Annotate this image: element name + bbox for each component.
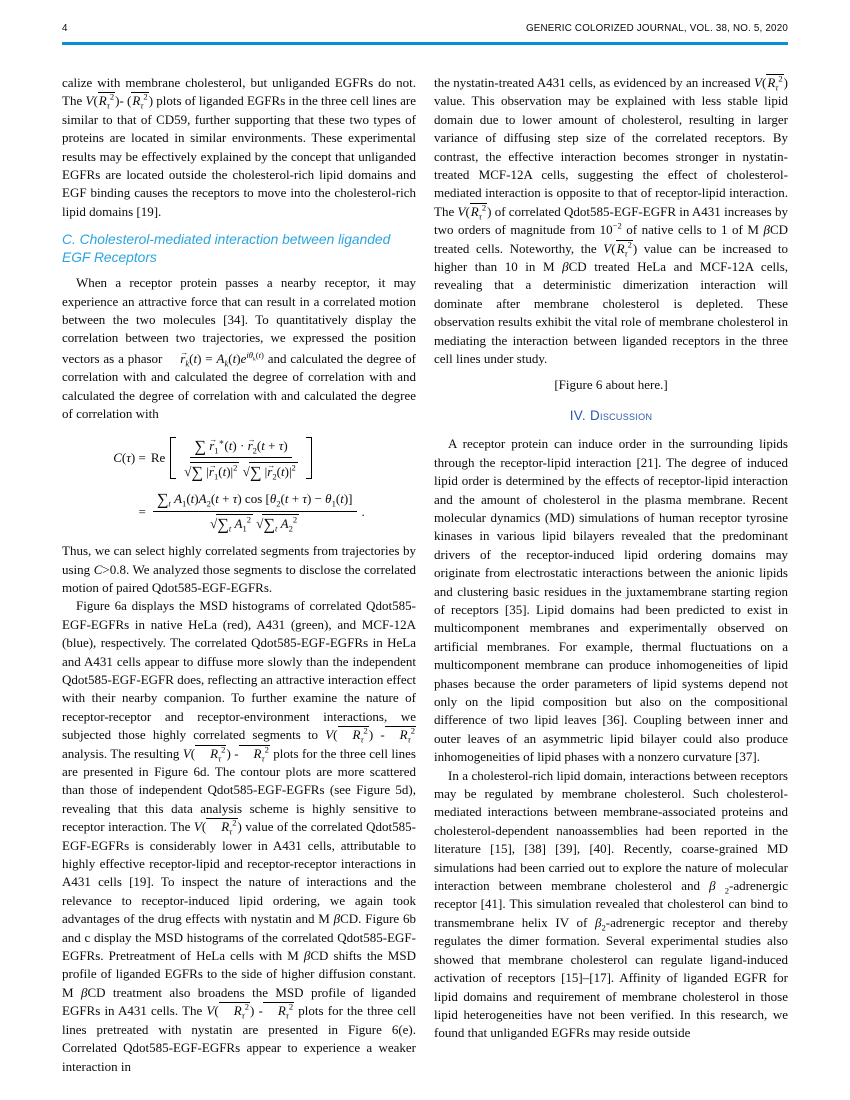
equation-lhs-line1: C(τ) = <box>113 449 146 465</box>
section-title: Discussion <box>589 407 653 423</box>
header-rule <box>62 42 788 45</box>
body-paragraph: calize with membrane cholesterol, but unliganded EGFRs do not. The $V(R_\tau^2)-$ $(R_\tau^2)$ plots of liganded EGFRs in the three cell lines are similar to that of CD59, further supporting that these two types of proteins are located in similar environments. These experimental results may be effectively explained by the concept that unliganded EGFRs are located outside the cholesterol-rich lipid domains and EGF binding causes the receptors to move into the cholesterol-rich lipid domains [19]. <box>62 75 417 219</box>
section-number: IV. <box>569 407 586 423</box>
left-column <box>62 74 416 1076</box>
body-paragraph: Thus, we can select highly correlated segments from trajectories by using C>0.8. We analyzed those segments to disclose the correlated motion of paired Qdot585-EGF-EGFRs. <box>62 543 417 595</box>
body-paragraph: A receptor protein can induce order in the surrounding lipids through the receptor-lipid interaction [21]. The degree of induced lipid order is determined by the effects of receptor-lipid interaction and the amount of cholesterol in the plasma membrane. Recent molecular dynamics (MD) simulations of human receptor tyrosine kinases in various lipid bilayers revealed that the predominant drivers of the receptor-induced lipid ordering domains may originate from electrostatic interactions between the anionic lipids and clustering basic residues in the juxtamembrane starting region of receptors [35]. Lipid domains had been predicted to exist in multicomponent membranes and experimentally observed on artificial membranes. For example, thermal fluctuations on a multicomponent membrane can produce inhomogeneities of lipid phases because the order parameters of lipid systems depend not only on the lipid composition but also on the compositional difference of two lipid leaves [36]. Coupling between inner and outer leaves of an asymmetric lipid bilayer could also produce inhomogeneities of lipid phases with a nonzero curvature [37]. <box>434 436 788 765</box>
equation-rhs-line1: Re $\frac{\sum r \to_1^∗(t) \cdot r \to_2(t + \tau)}{√\sum |r \to_1(t)|^2 √\sum |r \to_2(t)|^2}$ <box>151 435 365 482</box>
equation-rhs-line2: $\frac{\sum_t A_1(t)A_2(t + \tau) \cos [\theta_2(t + \tau) - \theta_1(t)]}{√\sum_t A_1^2 √\sum_t A_2^2}$ . <box>151 490 365 533</box>
journal-title: GENERIC COLORIZED JOURNAL, VOL. 38, NO. 5, 2020 <box>525 23 788 34</box>
body-paragraph: the nystatin-treated A431 cells, as evidenced by an increased $V(R_\tau^2)$ value. This observation may be explained with less stable lipid domain due to lower amount of cholesterol, resulting in larger variance of diffusing step size of the correlated receptors. By contrast, the effective interaction becomes stronger in nystatin-treated MCF-12A cells, suggesting the effect of cholesterol-mediated interaction is opposite to that of receptor-lipid interaction. The $V(R_\tau^2)$ of correlated Qdot585-EGF-EGFR in A431 increases by two orders of magnitude from $10^{-2}$ of native cells to 1 of M βCD treated cells. Noteworthy, the $V(R_\tau^2)$ value can be increased to higher than 10 in M βCD treated HeLa and MCF-12A cells, revealing that a deterministic dimerization interaction will dominate after membrane cholesterol is depleted. These observation results exhibit the vital role of membrane cholesterol in mediating the interaction between liganded receptors in the three cell lines under study. <box>434 73 789 367</box>
body-paragraph: In a cholesterol-rich lipid domain, interactions between receptors may be regulated by membrane cholesterol. Such cholesterol-mediated interactions between membrane-associated proteins and cholesterol-dependent nanoassemblies had been reported in the literature [15], [38] [39], [40]. Recently, coarse-grained MD simulations had been carried out to explore the nature of molecular interaction between membrane cholesterol and β $_2$-adrenergic receptor [41]. This simulation revealed that cholesterol can bind to transmembrane helix IV of $\beta_2$-adrenergic receptor and thereby regulates the dimer formation. Several experimental studies also showed that membrane cholesterol can regulate ligand-induced activation of receptors [15]–[17]. Affinity of liganded EGFR for lipid domains and requirement of membrane cholesterol in those lipid heterogeneities have not been verified. In this research, we found that unliganded EGFRs may reside outside <box>434 767 788 1041</box>
equation-lhs-line2: = <box>138 503 146 519</box>
section-heading-discussion <box>434 407 788 425</box>
running-header <box>62 23 788 34</box>
subsection-heading-c: C. Cholesterol-mediated interaction between liganded EGF Receptors <box>62 232 391 266</box>
figure-placeholder: [Figure 6 about here.] <box>554 376 668 392</box>
body-paragraph: Figure 6a displays the MSD histograms of correlated Qdot585-EGF-EGFRs in native HeLa (red), A431 (green), and MCF-12A (blue), respectively. The correlated Qdot585-EGF-EGFRs in HeLa and A431 cells appear to diffuse more slowly than the independent Qdot585-EGF-EGFR does, reflecting an attractive interaction effect with their nearby companion. To further examine the nature of receptor-receptor and receptor-environment interactions, we subjected those highly correlated segments to V( $R_\tau^2) - R_\tau^2$ analysis. The resulting V( $R_\tau^2) - R_\tau^2$ plots for the three cell lines are presented in Figure 6d. The contour plots are more scattered than those of independent Qdot585-EGF-EGFRs (see Figure 5d), revealing that this data analysis scheme is highly sensitive to receptor interaction. The V( $R_\tau^2$) value of the correlated Qdot585-EGF-EGFRs is considerably lower in A431 cells, attributable to highly effective receptor-lipid and receptor-receptor interactions in A431 cells [19]. To inspect the nature of interactions and the relevance to receptor-induced lipid ordering, we again took advantages of the drug effects with nystatin and M βCD. Figure 6b and c display the MSD histograms of the correlated Qdot585-EGF-EGFRs. Pretreatment of HeLa cells with M βCD shifts the MSD profile of liganded EGFRs to the side of higher diffusion constant. M βCD treatment also broadens the MSD profile of liganded EGFRs in A431 cells. The V( $R_\tau^2) - R_\tau^2$ plots for the three cell lines pretreated with nystatin are presented in Figure 6(e). Correlated Qdot585-EGF-EGFRs appear to experience a weaker interaction in <box>62 598 417 1074</box>
two-column-body <box>62 74 788 1076</box>
display-equation <box>62 435 416 534</box>
right-column <box>434 74 788 1076</box>
page-number: 4 <box>62 23 68 34</box>
body-paragraph: When a receptor protein passes a nearby receptor, it may experience an attractive force that can result in a correlated motion between the two molecules [34]. To quantitatively display the correlation between two trajectories, we expressed the position vectors as a phasor $r \to_k(t) = A_k(t)e^{i\theta_k(t)}$ and calculated the degree of correlation with and calculated the degree of correlation with and calculated the degree of correlation with and calculated the degree of correlation with <box>62 274 416 423</box>
